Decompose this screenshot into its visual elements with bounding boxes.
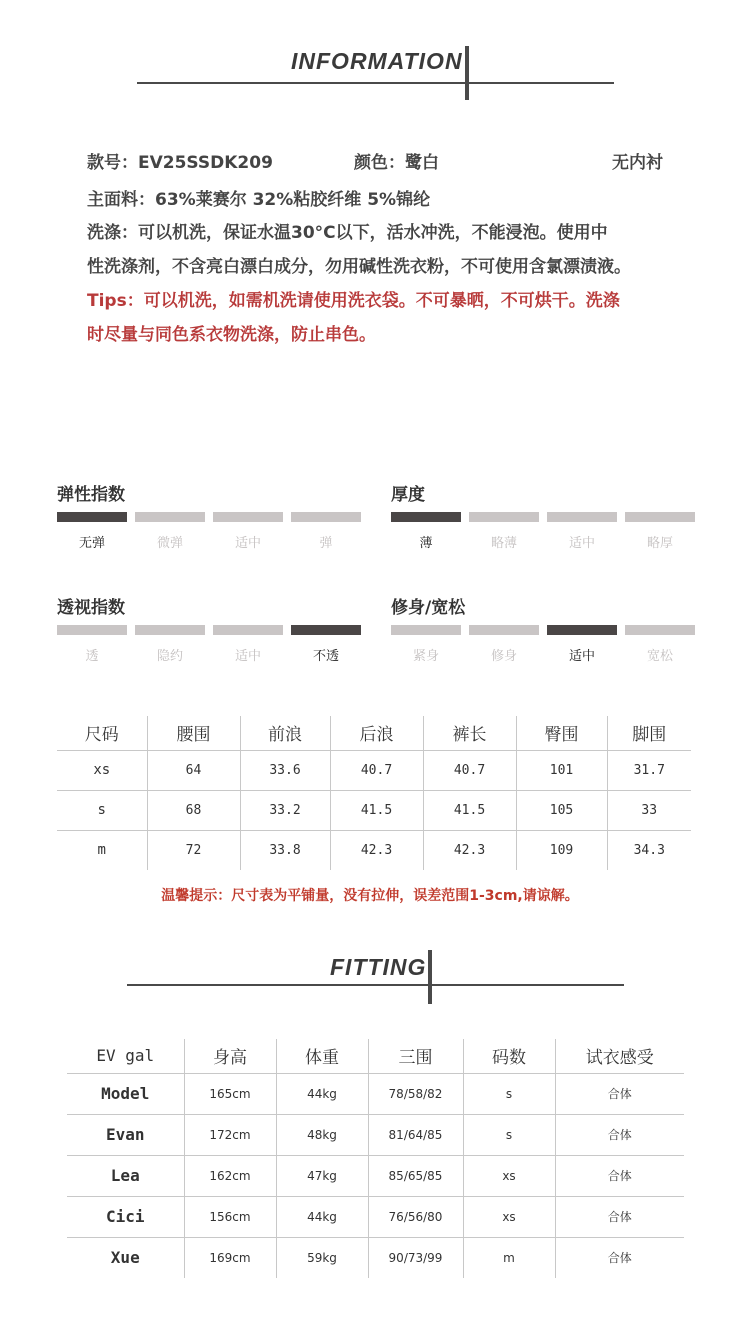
index-level-bar [291, 512, 361, 522]
size-header-cell: 后浪 [330, 716, 423, 750]
fitting-cell: xs [463, 1196, 555, 1237]
size-cell: 33.8 [240, 830, 330, 870]
size-cell: 42.3 [330, 830, 423, 870]
size-cell: 42.3 [423, 830, 516, 870]
fitting-header-cell: 三围 [368, 1039, 463, 1073]
size-cell: 31.7 [607, 750, 691, 790]
index-level-bar [547, 512, 617, 522]
fitting-cell: Xue [67, 1237, 184, 1278]
table-row [67, 1114, 684, 1155]
index-level-bar [469, 512, 539, 522]
table-row [67, 1073, 684, 1114]
index-level-label: 适中 [568, 649, 595, 664]
fitting-cell: 44kg [276, 1196, 368, 1237]
size-cell: 109 [516, 830, 607, 870]
size-header-cell: 前浪 [240, 716, 330, 750]
index-level-label: 修身 [490, 649, 517, 664]
index-level-bar [391, 512, 461, 522]
fitting-cell: Cici [67, 1196, 184, 1237]
tips-line-1: Tips：可以机洗，如需机洗请使用洗衣袋。不可暴晒，不可烘干。洗涤 [87, 291, 620, 311]
index-level-label: 薄 [419, 536, 433, 551]
fitting-header-cell: 码数 [463, 1039, 555, 1073]
size-cell: 33.2 [240, 790, 330, 830]
fitting-cell: 59kg [276, 1237, 368, 1278]
size-cell: 34.3 [633, 842, 665, 858]
index-level-label: 适中 [234, 536, 261, 551]
size-cell: 72 [147, 830, 240, 870]
fabric-info: 主面料：63%莱赛尔 32%粘胶纤维 5%锦纶 [87, 190, 431, 210]
size-cell: 40.7 [423, 750, 516, 790]
size-header-cell: 腰围 [147, 716, 240, 750]
fitting-cell: 合体 [555, 1114, 684, 1155]
size-header-cell: 裤长 [423, 716, 516, 750]
fitting-cell: 合体 [607, 1251, 632, 1266]
index-level-bar [469, 625, 539, 635]
table-row [57, 830, 691, 870]
fitting-header-cell: 身高 [184, 1039, 276, 1073]
size-cell: 33.6 [240, 750, 330, 790]
wash-line-1: 洗涤：可以机洗，保证水温30°C以下，活水冲洗，不能浸泡。使用中 [87, 223, 608, 243]
index-level-bar [57, 625, 127, 635]
information-bar [465, 46, 469, 100]
fitting-header-cell: EV gal [67, 1039, 184, 1073]
wash-line-2: 性洗涤剂，不含亮白漂白成分，勿用碱性洗衣粉，不可使用含氯漂渍液。 [87, 257, 631, 277]
index-level-label: 弹 [319, 536, 333, 551]
fitting-bar [428, 950, 432, 1004]
table-row [57, 790, 691, 830]
information-rule [137, 82, 614, 84]
size-note: 温馨提示：尺寸表为平铺量，没有拉伸，误差范围1-3cm,请谅解。 [161, 888, 579, 904]
fitting-cell: 156cm [184, 1196, 276, 1237]
index-level-bar [625, 625, 695, 635]
index-level-bar [547, 625, 617, 635]
size-cell: 105 [516, 790, 607, 830]
fitting-cell: 85/65/85 [368, 1155, 463, 1196]
fitting-cell: s [463, 1073, 555, 1114]
index-level-label: 隐约 [156, 649, 183, 664]
fitting-header-cell: 体重 [276, 1039, 368, 1073]
size-cell: s [57, 790, 147, 830]
size-cell: 41.5 [330, 790, 423, 830]
size-header-cell: 臀围 [516, 716, 607, 750]
index-level-bar [291, 625, 361, 635]
size-cell: 40.7 [330, 750, 423, 790]
index-level-label: 略厚 [646, 536, 673, 551]
index-level-label: 紧身 [412, 649, 439, 664]
index-level-bar [391, 625, 461, 635]
fitting-cell: 81/64/85 [368, 1114, 463, 1155]
size-cell: 33 [607, 790, 691, 830]
fitting-cell: 165cm [184, 1073, 276, 1114]
fitting-rule [127, 984, 624, 986]
index-level-bar [57, 512, 127, 522]
index-title: 厚度 [391, 485, 425, 505]
table-row [67, 1155, 684, 1196]
table-row [57, 750, 691, 790]
size-cell: 101 [516, 750, 607, 790]
index-title: 修身/宽松 [391, 598, 466, 618]
size-cell: 41.5 [423, 790, 516, 830]
table-row [67, 1196, 684, 1237]
lining-info: 无内衬 [612, 153, 663, 173]
style-number: 款号：EV25SSDK209 [87, 153, 273, 173]
fitting-header-cell: 试衣感受 [555, 1039, 684, 1073]
fitting-table [67, 1039, 684, 1278]
fitting-cell: 合体 [555, 1155, 684, 1196]
index-title: 弹性指数 [57, 485, 125, 505]
index-level-label: 不透 [312, 649, 339, 664]
fitting-title: FITTING [330, 954, 427, 980]
fitting-cell: 76/56/80 [368, 1196, 463, 1237]
index-level-label: 适中 [234, 649, 261, 664]
fitting-cell: 169cm [184, 1237, 276, 1278]
index-level-bar [213, 625, 283, 635]
fitting-cell: s [463, 1114, 555, 1155]
fitting-cell: 162cm [184, 1155, 276, 1196]
index-level-label: 略薄 [490, 536, 517, 551]
size-table-header [57, 716, 691, 750]
index-level-label: 无弹 [78, 536, 105, 551]
information-title: INFORMATION [291, 48, 463, 74]
fitting-table-header [67, 1039, 684, 1073]
fitting-cell: xs [463, 1155, 555, 1196]
fitting-cell: 合体 [555, 1073, 684, 1114]
fitting-cell: 78/58/82 [368, 1073, 463, 1114]
tips-line-2: 时尽量与同色系衣物洗涤，防止串色。 [87, 325, 376, 345]
fitting-cell: 44kg [276, 1073, 368, 1114]
fitting-cell: 48kg [276, 1114, 368, 1155]
color-info: 颜色：鹭白 [354, 153, 439, 173]
index-level-label: 宽松 [646, 649, 673, 664]
fitting-cell: 90/73/99 [368, 1237, 463, 1278]
index-level-label: 微弹 [156, 536, 183, 551]
fitting-cell: Model [67, 1073, 184, 1114]
size-table [57, 716, 691, 870]
size-cell: 64 [147, 750, 240, 790]
fitting-cell: m [463, 1237, 555, 1278]
index-level-bar [625, 512, 695, 522]
index-level-label: 透 [85, 649, 99, 664]
fitting-cell: 合体 [555, 1196, 684, 1237]
index-level-label: 适中 [568, 536, 595, 551]
fitting-cell: Lea [67, 1155, 184, 1196]
table-row [67, 1237, 684, 1278]
index-title: 透视指数 [57, 598, 125, 618]
fitting-cell: Evan [67, 1114, 184, 1155]
size-cell: 68 [147, 790, 240, 830]
index-level-bar [135, 625, 205, 635]
fitting-cell: 172cm [184, 1114, 276, 1155]
size-cell: xs [57, 750, 147, 790]
size-header-cell: 脚围 [607, 716, 691, 750]
index-level-bar [213, 512, 283, 522]
size-cell: m [57, 830, 147, 870]
size-header-cell: 尺码 [57, 716, 147, 750]
index-level-bar [135, 512, 205, 522]
fitting-cell: 47kg [276, 1155, 368, 1196]
